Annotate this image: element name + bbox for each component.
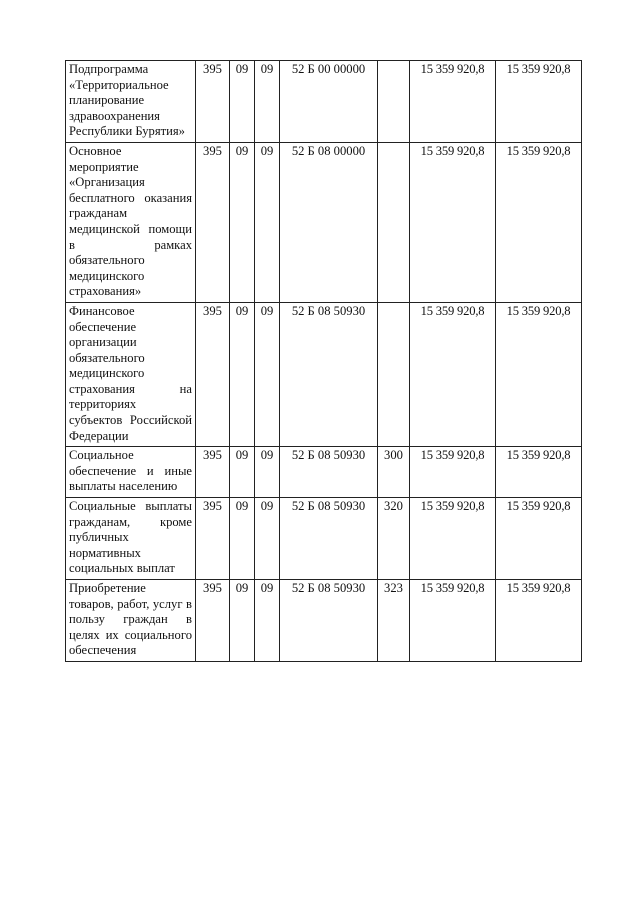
sum-2-cell: 15 359 920,8 [496,61,582,143]
section-code-cell: 09 [230,498,255,580]
expense-type-cell [378,142,410,302]
sum-2-cell: 15 359 920,8 [496,498,582,580]
ministry-code-cell: 395 [196,498,230,580]
ministry-code-cell: 395 [196,580,230,662]
table-row [66,61,582,143]
ministry-code-cell: 395 [196,61,230,143]
expense-type-cell: 320 [378,498,410,580]
table-row [66,498,582,580]
section-code-cell: 09 [230,302,255,446]
expense-type-cell: 300 [378,447,410,498]
target-item-cell: 52 Б 08 50930 [280,302,378,446]
ministry-code-cell: 395 [196,447,230,498]
expense-type-cell: 323 [378,580,410,662]
section-code-cell: 09 [230,580,255,662]
budget-table [65,60,582,662]
table-row [66,142,582,302]
sum-1-cell: 15 359 920,8 [410,142,496,302]
sum-2-cell: 15 359 920,8 [496,580,582,662]
expense-type-cell [378,61,410,143]
row-name-cell: Основное мероприятие «Организация бесплатного оказания гражданам медицинской помощи в рамках обязательного медицинского страхования» [66,142,196,302]
table-row [66,302,582,446]
budget-table-body [66,61,582,662]
subsection-code-cell: 09 [255,580,280,662]
subsection-code-cell: 09 [255,61,280,143]
subsection-code-cell: 09 [255,447,280,498]
section-code-cell: 09 [230,61,255,143]
section-code-cell: 09 [230,142,255,302]
table-row [66,447,582,498]
expense-type-cell [378,302,410,446]
sum-1-cell: 15 359 920,8 [410,498,496,580]
target-item-cell: 52 Б 00 00000 [280,61,378,143]
row-name-cell: Приобретение товаров, работ, услуг в пользу граждан в целях их социального обеспечения [66,580,196,662]
row-name-cell: Социальное обеспечение и иные выплаты населению [66,447,196,498]
row-name-cell: Подпрограмма «Территориальное планирование здравоохранения Республики Бурятия» [66,61,196,143]
sum-1-cell: 15 359 920,8 [410,302,496,446]
sum-1-cell: 15 359 920,8 [410,61,496,143]
sum-2-cell: 15 359 920,8 [496,142,582,302]
table-row [66,580,582,662]
target-item-cell: 52 Б 08 50930 [280,447,378,498]
sum-2-cell: 15 359 920,8 [496,302,582,446]
sum-1-cell: 15 359 920,8 [410,580,496,662]
subsection-code-cell: 09 [255,498,280,580]
target-item-cell: 52 Б 08 00000 [280,142,378,302]
sum-1-cell: 15 359 920,8 [410,447,496,498]
target-item-cell: 52 Б 08 50930 [280,498,378,580]
target-item-cell: 52 Б 08 50930 [280,580,378,662]
subsection-code-cell: 09 [255,142,280,302]
ministry-code-cell: 395 [196,142,230,302]
row-name-cell: Социальные выплаты гражданам, кроме публичных нормативных социальных выплат [66,498,196,580]
sum-2-cell: 15 359 920,8 [496,447,582,498]
subsection-code-cell: 09 [255,302,280,446]
section-code-cell: 09 [230,447,255,498]
row-name-cell: Финансовое обеспечение организации обязательного медицинского страхования на территориях субъектов Российской Федерации [66,302,196,446]
ministry-code-cell: 395 [196,302,230,446]
